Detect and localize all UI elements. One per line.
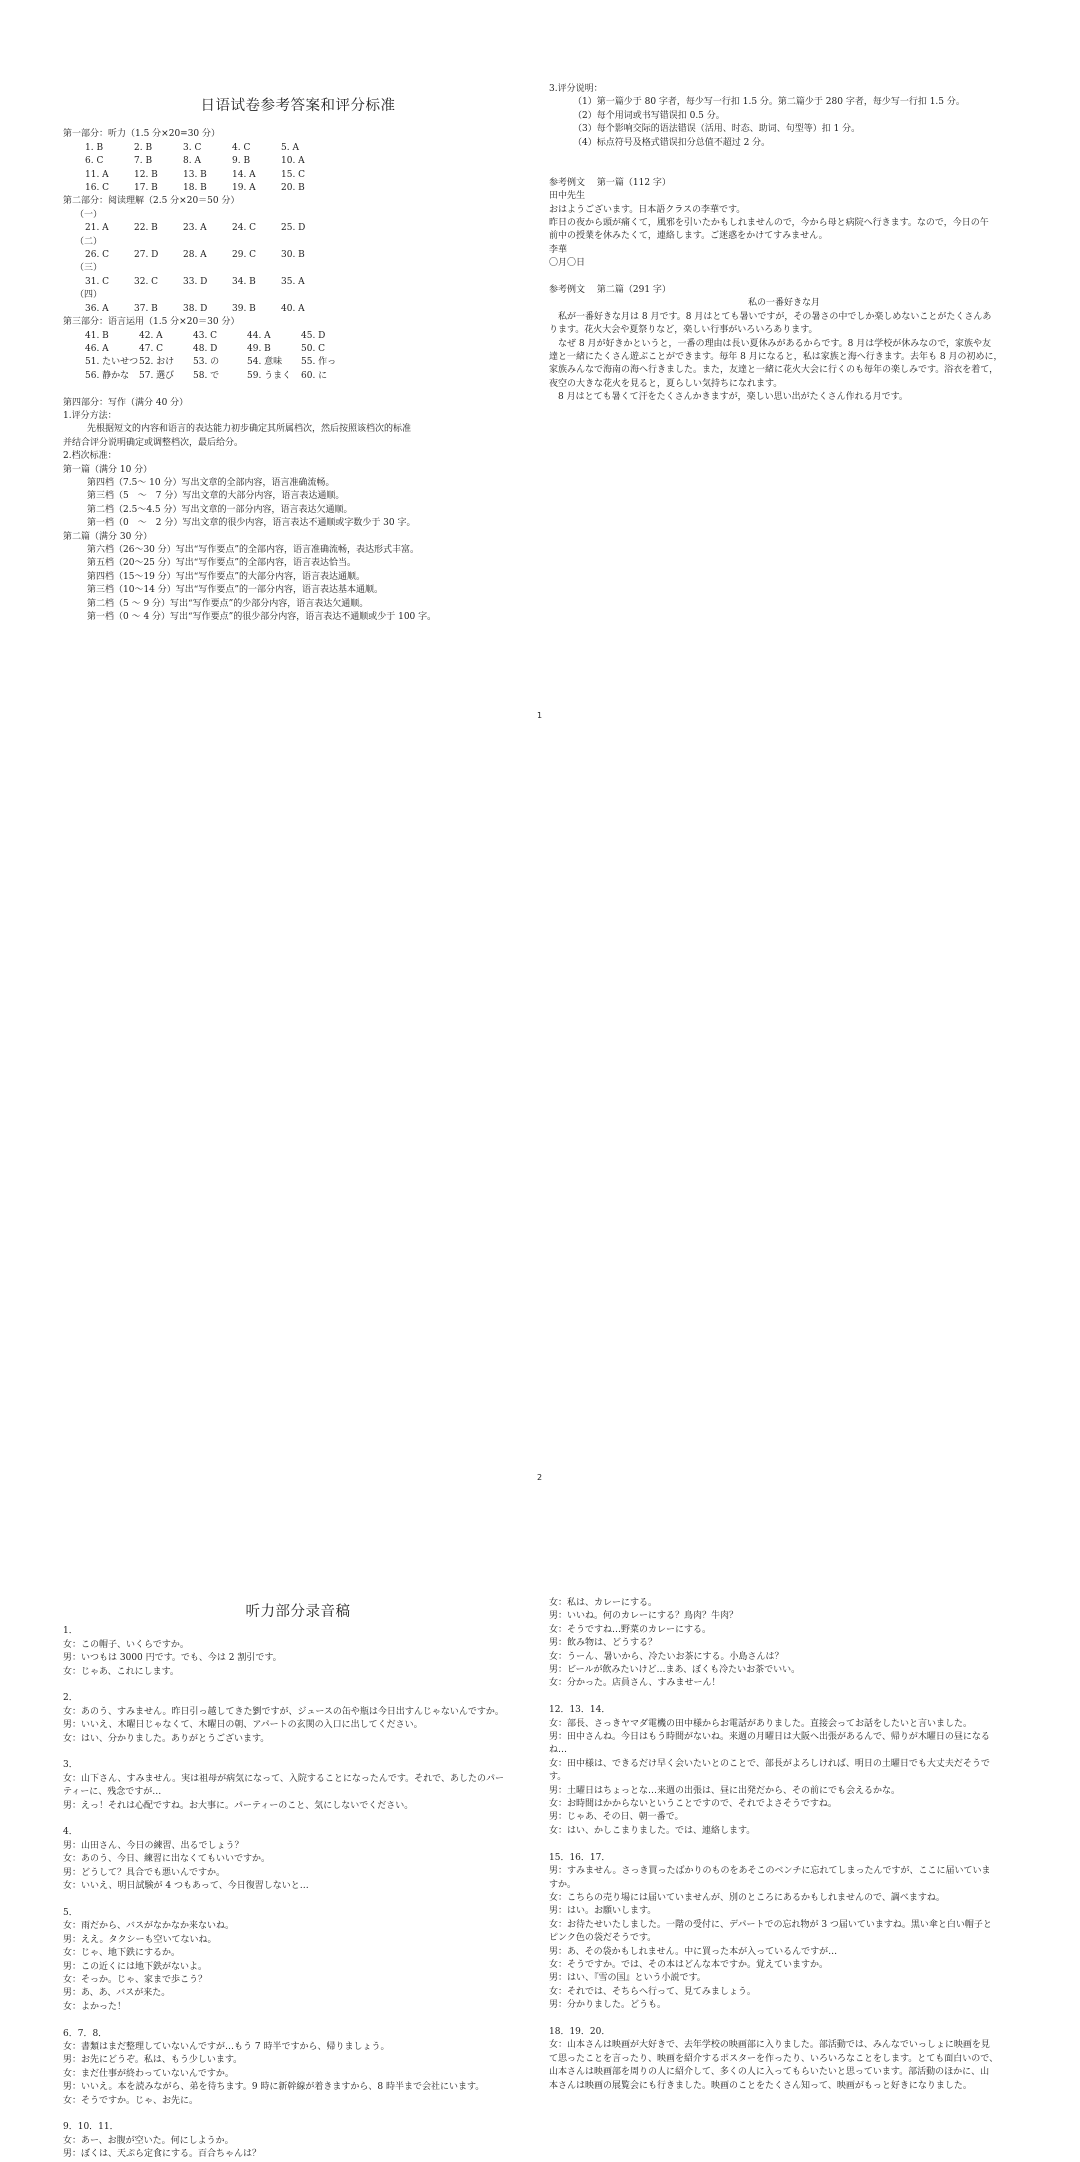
answer-cell: 24. C bbox=[232, 223, 257, 234]
blank-line bbox=[549, 2013, 1019, 2026]
blank-line bbox=[549, 163, 1019, 176]
transcript-line: 12．13．14． bbox=[549, 1705, 611, 1716]
answer-cell: 51. たいせつ bbox=[85, 357, 139, 368]
transcript-line: 男：あ、その袋かもしれません。中に買った本が入っているんですが… bbox=[549, 1946, 838, 1957]
answer-cell: 56. 静かな bbox=[85, 370, 130, 381]
transcript-line: 女：分かった。店員さん、すみませーん！ bbox=[549, 1678, 721, 1689]
transcript-line: 男：はい。お願いします。 bbox=[549, 1906, 657, 1917]
answer-cell: 13. B bbox=[183, 169, 207, 180]
text-line: 私が一番好きな月は 8 月です。8 月はとても暑いですが，その暑さの中でしか楽しめないことがたくさんあ bbox=[549, 311, 992, 322]
transcript-line: 女：それでは、そちらへ行って、見てみましょう。 bbox=[549, 1986, 756, 1997]
answer-cell: 38. D bbox=[183, 303, 208, 314]
page-1 bbox=[0, 0, 1080, 762]
transcript-line: 女：この帽子、いくらですか。 bbox=[63, 1639, 189, 1650]
part2-header: 第二部分：阅读理解（2.5 分×20＝50 分） bbox=[63, 196, 240, 207]
part2-answer-table bbox=[85, 249, 330, 262]
part2-group-label: （三） bbox=[75, 263, 103, 274]
transcript-line: 女：まだ仕事が終わっていないんですか。 bbox=[63, 2068, 234, 2079]
transcript-line: 本さんは映画の展覧会にも行きました。映画のことをたくさん知って、映画がもっと好きになりました。 bbox=[549, 2080, 972, 2091]
text-line: 第一篇（满分 10 分） bbox=[63, 464, 153, 475]
transcript-line: 女：部長、さっきヤマダ電機の田中様からお電話がありました。直接会ってお話をしたいと言いました。 bbox=[549, 1718, 973, 1729]
transcript-line: 男：ぼくは、天ぷら定食にする。百合ちゃんは？ bbox=[63, 2149, 262, 2160]
transcript-line: 男：いいえ、木曜日じゃなくて、木曜日の朝、アパートの玄関の入口に出してください。 bbox=[63, 1720, 423, 1731]
transcript-line: 男：あ、あ、バスが来た。 bbox=[63, 1988, 171, 1999]
page1-left-column bbox=[63, 100, 533, 624]
transcript-line: 男：田中さんね。今日はもう時間がないね。来週の月曜日は大阪へ出張があるんで、帰りが木曜日の昼になる bbox=[549, 1732, 990, 1743]
answer-cell: 5. A bbox=[281, 142, 299, 153]
part1-answer-table bbox=[85, 142, 330, 196]
text-line: （2）每个用词或书写错误扣 0.5 分。 bbox=[573, 110, 725, 121]
transcript-line: 4． bbox=[63, 1827, 78, 1838]
answer-cell: 18. B bbox=[183, 183, 207, 194]
part2-answer-table bbox=[85, 222, 330, 235]
text-line: 私の一番好きな月 bbox=[747, 298, 820, 309]
text-line: 第四部分：写作（满分 40 分） bbox=[63, 397, 189, 408]
transcript-line: 女：お待たせいたしました。一階の受付に、デパートでの忘れ物が 3 つ届いていますね。黒い傘と白い帽子と bbox=[549, 1919, 992, 1930]
answer-row bbox=[85, 249, 330, 262]
transcript-line: 女：田中様は、できるだけ早く会いたいとのことで、部長がよろしければ、明日の土曜日でも大丈夫だそうで bbox=[549, 1758, 990, 1769]
transcript-line: 女：じゃ、地下鉄にするか。 bbox=[63, 1948, 181, 1959]
transcript-line: 女：あー、お腹が空いた。何にしようか。 bbox=[63, 2135, 234, 2146]
transcript-line: 男：この近くには地下鉄がないよ。 bbox=[63, 1961, 208, 1972]
text-line: 達と一緒にたくさん遊ぶことができます。毎年 8 月になると，私は家族と海へ行きます。去年も 8 月の初めに， bbox=[549, 352, 1003, 363]
answer-cell: 31. C bbox=[85, 276, 110, 287]
text-line: 第三档（10～14 分）写出“写作要点”的一部分内容，语言表达基本通顺。 bbox=[87, 585, 383, 596]
answer-cell: 30. B bbox=[281, 250, 305, 261]
part1-header: 第一部分：听力（1.5 分×20=30 分） bbox=[63, 129, 221, 140]
transcript-line: 男：山田さん、今日の練習、出るでしょう？ bbox=[63, 1840, 244, 1851]
answer-cell: 27. D bbox=[134, 250, 159, 261]
answer-cell: 29. C bbox=[232, 250, 257, 261]
transcript-line: 女：雨だから、バスがなかなか来ないね。 bbox=[63, 1921, 235, 1932]
transcript-line: 15．16．17． bbox=[549, 1852, 611, 1863]
text-line: ります。花火大会や夏祭りなど，楽しい行事がいろいろあります。 bbox=[549, 325, 818, 336]
answer-cell: 9. B bbox=[232, 156, 251, 167]
blank-line bbox=[549, 1838, 1019, 1851]
answer-cell: 10. A bbox=[281, 156, 305, 167]
transcript-line: すか。 bbox=[549, 1879, 577, 1890]
text-line: 第四档（7.5～ 10 分）写出文章的全部内容，语言准确流畅。 bbox=[87, 477, 335, 488]
part3-header: 第三部分：语言运用（1.5 分×20＝30 分） bbox=[63, 317, 240, 328]
text-line: 第一档（0 ～ 4 分）写出“写作要点”的很少部分内容，语言表达不通顺或少于 100 字。 bbox=[87, 612, 437, 623]
page1-right-column bbox=[549, 83, 1019, 405]
page-2 bbox=[0, 762, 1080, 2160]
answer-cell: 43. C bbox=[193, 330, 218, 341]
answer-cell: 2. B bbox=[134, 142, 153, 153]
answer-cell: 7. B bbox=[134, 156, 153, 167]
answer-cell: 54. 意味 bbox=[247, 357, 283, 368]
transcript-line: 男：どうして？具合でも悪いんですか。 bbox=[63, 1867, 226, 1878]
text-line: 参考例文 第二篇（291 字） bbox=[549, 285, 671, 296]
text-line: おはようございます。日本語クラスの李華です。 bbox=[549, 204, 746, 215]
text-line: 第二档（2.5～4.5 分）写出文章的一部分内容，语言表达欠通顺。 bbox=[87, 504, 353, 515]
part3-answer-table bbox=[85, 330, 355, 384]
answer-cell: 50. C bbox=[301, 343, 326, 354]
answer-cell: 52. おけ bbox=[139, 357, 175, 368]
answer-row bbox=[85, 356, 355, 369]
answer-cell: 21. A bbox=[85, 223, 109, 234]
text-line: 前中の授業を休みたくて，連絡します。ご迷惑をかけてすみません。 bbox=[549, 231, 828, 242]
part2-group-label: （四） bbox=[75, 290, 103, 301]
answer-cell: 44. A bbox=[247, 330, 271, 341]
answer-cell: 39. B bbox=[232, 303, 256, 314]
transcript-line: ティーに、残念ですが… bbox=[63, 1787, 162, 1798]
part2-answer-table bbox=[85, 303, 330, 316]
page-number-2: 2 bbox=[537, 1473, 543, 1482]
transcript-left bbox=[63, 1625, 533, 2161]
answer-cell: 35. A bbox=[281, 276, 305, 287]
transcript-line: 女：はい、かしこまりました。では、連絡します。 bbox=[549, 1825, 756, 1836]
transcript-line: 男：じゃあ、その日、朝一番で。 bbox=[549, 1812, 684, 1823]
answer-cell: 1. B bbox=[85, 142, 104, 153]
transcript-line: 女：あのう、すみません。昨日引っ越してきた劉ですが、ジュースの缶や瓶は今日出すんじゃないんですか。 bbox=[63, 1706, 504, 1717]
blank-line bbox=[549, 271, 1019, 284]
answer-cell: 12. B bbox=[134, 169, 158, 180]
transcript-line: 2． bbox=[63, 1693, 78, 1704]
answer-cell: 42. A bbox=[139, 330, 163, 341]
transcript-line: 男：土曜日はちょっとな…来週の出張は、昼に出発だから、その前にでも会えるかな。 bbox=[549, 1785, 901, 1796]
answer-row bbox=[85, 330, 355, 343]
transcript-line: 9．10．11． bbox=[63, 2122, 119, 2133]
text-line: 昨日の夜から頭が痛くて，風邪を引いたかもしれませんので，今から母と病院へ行きます。なので，今日の午 bbox=[549, 218, 989, 229]
answer-cell: 25. D bbox=[281, 223, 306, 234]
page1-title: 日语试卷参考答案和评分标准 bbox=[200, 98, 396, 114]
page2-right-column bbox=[549, 1597, 1019, 2093]
transcript-line: 女：うーん、暑いから、冷たいお茶にする。小島さんは？ bbox=[549, 1651, 784, 1662]
answer-row bbox=[85, 169, 330, 182]
answer-row bbox=[85, 155, 330, 168]
text-line: （1）第一篇少于 80 字者，每少写一行扣 1.5 分。第二篇少于 280 字者，每少写一行扣 1.5 分。 bbox=[573, 97, 965, 108]
transcript-line: ピンク色の袋だそうです。 bbox=[549, 1933, 657, 1944]
transcript-line: 1． bbox=[63, 1626, 78, 1637]
text-line: 夜空の大きな花火を見ると，夏らしい気持ちになれます。 bbox=[549, 378, 783, 389]
answer-cell: 26. C bbox=[85, 250, 110, 261]
answer-cell: 14. A bbox=[232, 169, 256, 180]
answer-cell: 55. 作っ bbox=[301, 357, 337, 368]
text-line: なぜ 8 月が好きかというと，一番の理由は長い夏休みがあるからです。8 月は学校が休みなので，家族や友 bbox=[549, 338, 992, 349]
answer-row bbox=[85, 303, 330, 316]
text-line: 第六档（26～30 分）写出“写作要点”的全部内容，语言准确流畅，表达形式丰富。 bbox=[87, 544, 419, 555]
text-line: 家族みんなで海南の海へ行きました。また，友達と一緒に花火大会に行くのも毎年の楽しみです。浴衣を着て， bbox=[549, 365, 999, 376]
blank-line bbox=[63, 2108, 533, 2121]
transcript-line: 女：いいえ、明日試験が 4 つもあって、今日復習しないと… bbox=[63, 1881, 309, 1892]
text-line: 〇月〇日 bbox=[549, 258, 586, 269]
blank-line bbox=[63, 1746, 533, 1759]
transcript-line: 女：そうですね…野菜のカレーにする。 bbox=[549, 1624, 712, 1635]
transcript-line: 女：そうですか。では、その本はどんな本ですか。覚えていますか。 bbox=[549, 1959, 829, 1970]
part2-answer-groups bbox=[63, 209, 533, 316]
transcript-line: 男：分かりました。どうも。 bbox=[549, 2000, 667, 2011]
answer-cell: 19. A bbox=[232, 183, 256, 194]
transcript-line: 女：お時間はかからないということですので、それでよさそうですね。 bbox=[549, 1799, 837, 1810]
transcript-line: 男：お先にどうぞ。私は、もう少しいます。 bbox=[63, 2055, 243, 2066]
text-line: 第五档（20～25 分）写出“写作要点”的全部内容，语言表达恰当。 bbox=[87, 558, 356, 569]
transcript-line: 女：そっか。じゃ、家まで歩こう？ bbox=[63, 1974, 208, 1985]
text-line: 第四档（15～19 分）写出“写作要点”的大部分内容，语言表达通顺。 bbox=[87, 571, 365, 582]
answer-cell: 28. A bbox=[183, 250, 207, 261]
answer-cell: 20. B bbox=[281, 183, 305, 194]
part2-group-label: （二） bbox=[75, 236, 103, 247]
answer-cell: 41. B bbox=[85, 330, 109, 341]
transcript-line: 男：ええ。タクシーも空いてないね。 bbox=[63, 1934, 217, 1945]
text-line: 第二篇（满分 30 分） bbox=[63, 531, 153, 542]
blank-line bbox=[549, 1691, 1019, 1704]
page-number-1: 1 bbox=[537, 711, 543, 720]
page2-left-column bbox=[63, 1606, 533, 2162]
answer-row bbox=[85, 222, 330, 235]
page2-title: 听力部分录音稿 bbox=[245, 1604, 351, 1620]
transcript-line: 山本さんは映画部を周りの人に紹介して、多くの人に入ってもらいたいと思っています。部活動のほかに、山 bbox=[549, 2067, 990, 2078]
text-line: 先根据短文的内容和语言的表达能力初步确定其所属档次，然后按照该档次的标准 bbox=[87, 424, 412, 435]
text-line: 田中先生 bbox=[549, 191, 586, 202]
transcript-line: 18．19．20． bbox=[549, 2026, 611, 2037]
transcript-line: 女：じゃあ、これにします。 bbox=[63, 1666, 179, 1677]
answer-row bbox=[85, 276, 330, 289]
text-line: 李華 bbox=[549, 244, 568, 255]
answer-cell: 45. D bbox=[301, 330, 326, 341]
transcript-line: 女：山下さん、すみません。実は祖母が病気になって、入院することになったんです。それで、あしたのパー bbox=[63, 1773, 505, 1784]
answer-cell: 34. B bbox=[232, 276, 256, 287]
blank-line bbox=[63, 1893, 533, 1906]
transcript-line: 女：こちらの売り場には届いていませんが、別のところにあるかもしれませんので、調べますね。 bbox=[549, 1892, 945, 1903]
answer-cell: 49. B bbox=[247, 343, 271, 354]
transcript-line: 女：はい、分かりました。ありがとうございます。 bbox=[63, 1733, 270, 1744]
answer-cell: 22. B bbox=[134, 223, 158, 234]
transcript-line: 6．7．8． bbox=[63, 2028, 108, 2039]
transcript-line: 男：えっ！それは心配ですね。お大事に。パーティーのこと、気にしないでください。 bbox=[63, 1800, 414, 1811]
transcript-line: す。 bbox=[549, 1772, 567, 1783]
answer-cell: 33. D bbox=[183, 276, 208, 287]
answer-cell: 32. C bbox=[134, 276, 159, 287]
transcript-line: 5． bbox=[63, 1907, 78, 1918]
transcript-line: 女：そうですか。じゃ、お先に。 bbox=[63, 2095, 199, 2106]
answer-cell: 8. A bbox=[183, 156, 201, 167]
text-line: 8 月はとても暑くて汗をたくさんかきますが，楽しい思い出がたくさん作れる月です。 bbox=[549, 392, 908, 403]
transcript-line: て思ったことを言ったり、映画を紹介するポスターを作ったり、いろいろなことをします。とても面白いので、 bbox=[549, 2053, 999, 2064]
answer-cell: 11. A bbox=[85, 169, 109, 180]
answer-cell: 46. A bbox=[85, 343, 109, 354]
transcript-line: 男：すみません。さっき買ったばかりのものをあそこのベンチに忘れてしまったんですが、ここに届いていま bbox=[549, 1866, 991, 1877]
transcript-line: ね… bbox=[549, 1745, 568, 1756]
answer-cell: 37. B bbox=[134, 303, 158, 314]
blank-line bbox=[549, 150, 1019, 163]
answer-row bbox=[85, 182, 330, 195]
text-line: 第一档（0 ～ 2 分）写出文章的很少内容，语言表达不通顺或字数少于 30 字。 bbox=[87, 518, 416, 529]
transcript-line: 男：ビールが飲みたいけど…まあ、ぼくも冷たいお茶でいい。 bbox=[549, 1665, 801, 1676]
answer-cell: 3. C bbox=[183, 142, 202, 153]
part2-answer-table bbox=[85, 276, 330, 289]
answer-cell: 4. C bbox=[232, 142, 251, 153]
part2-group-label: （一） bbox=[75, 209, 103, 220]
transcript-line: 女：私は、カレーにする。 bbox=[549, 1598, 658, 1608]
answer-cell: 23. A bbox=[183, 223, 207, 234]
text-line: （3）每个影响交际的语法错误（活用、时态、助词、句型等）扣 1 分。 bbox=[573, 124, 861, 135]
answer-cell: 47. C bbox=[139, 343, 164, 354]
answer-cell: 36. A bbox=[85, 303, 109, 314]
answer-cell: 59. うまく bbox=[247, 370, 292, 381]
transcript-line: 男：飲み物は、どうする？ bbox=[549, 1638, 658, 1649]
answer-cell: 48. D bbox=[193, 343, 218, 354]
blank-line bbox=[63, 1813, 533, 1826]
answer-cell: 60. に bbox=[301, 370, 328, 381]
text-line: 3.评分说明： bbox=[549, 84, 603, 94]
answer-cell: 53. の bbox=[193, 357, 220, 368]
answer-cell: 58. で bbox=[193, 370, 220, 381]
answer-row bbox=[85, 370, 355, 383]
text-line: 第二档（5 ～ 9 分）写出“写作要点”的少部分内容，语言表达欠通顺。 bbox=[87, 598, 369, 609]
transcript-line: 女：書類はまだ整理していないんですが…もう 7 時半ですから、帰りましょう。 bbox=[63, 2041, 390, 2052]
answer-cell: 16. C bbox=[85, 183, 110, 194]
answer-row bbox=[85, 343, 355, 356]
blank-line bbox=[63, 2014, 533, 2027]
text-line: 第三档（5 ～ 7 分）写出文章的大部分内容，语言表达通顺。 bbox=[87, 491, 345, 502]
transcript-line: 女：あのう、今日、練習に出なくてもいいですか。 bbox=[63, 1854, 271, 1865]
part4-scoring-section bbox=[63, 397, 533, 625]
answer-cell: 6. C bbox=[85, 156, 104, 167]
answer-cell: 57. 選び bbox=[139, 370, 175, 381]
text-line: （4）标点符号及格式错误扣分总值不超过 2 分。 bbox=[573, 137, 771, 148]
answer-cell: 15. C bbox=[281, 169, 306, 180]
text-line: 参考例文 第一篇（112 字） bbox=[549, 177, 671, 188]
transcript-line: 男：いいえ。本を読みながら、弟を待ちます。9 時に新幹線が着きますから、8 時半まで会社にいます。 bbox=[63, 2082, 485, 2093]
transcript-line: 男：いいね。何のカレーにする？鳥肉？牛肉？ bbox=[549, 1611, 739, 1622]
transcript-line: 女：よかった！ bbox=[63, 2001, 127, 2012]
text-line: 2.档次标准： bbox=[63, 451, 117, 462]
transcript-line: 3． bbox=[63, 1760, 78, 1771]
transcript-line: 男：いつもは 3000 円です。でも、今は 2 割引です。 bbox=[63, 1653, 282, 1664]
answer-row bbox=[85, 142, 330, 155]
text-line: 并结合评分说明确定或调整档次，最后给分。 bbox=[63, 437, 244, 448]
answer-cell: 40. A bbox=[281, 303, 305, 314]
transcript-line: 男：はい、『雪の国』という小説です。 bbox=[549, 1973, 706, 1984]
answer-cell: 17. B bbox=[134, 183, 158, 194]
text-line: 1.评分方法： bbox=[63, 410, 117, 421]
blank-line bbox=[63, 1679, 533, 1692]
transcript-line: 女：山本さんは映画が大好きで、去年学校の映画部に入りました。部活動では、みんなでいっしょに映画を見 bbox=[549, 2040, 990, 2051]
